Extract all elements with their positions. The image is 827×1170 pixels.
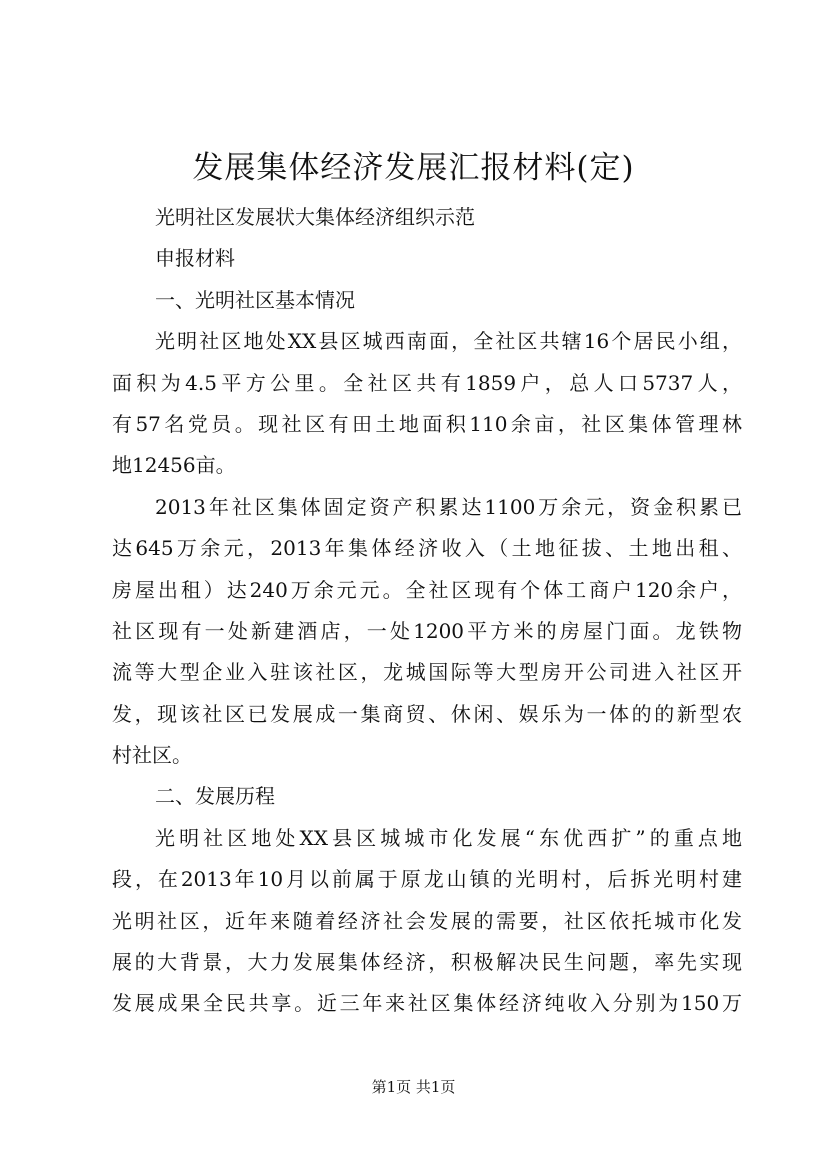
document-body — [112, 197, 742, 1025]
text-line: 一、光明社区基本情况 — [155, 287, 355, 312]
text-line: 光明社区发展状大集体经济组织示范 — [155, 205, 475, 229]
text-line: 光明社区，近年来随着经济社会发展的需要，社区依托城市化发 — [112, 908, 742, 933]
text-line: 发展成果全民共享。近三年来社区集体经济纯收入分别为150万 — [112, 991, 742, 1016]
text-line: 光明社区地处XX县区城城市化发展“东优西扩”的重点地 — [155, 825, 742, 850]
text-line: 社区现有一处新建酒店，一处1200平方米的房屋门面。龙铁物 — [112, 618, 742, 643]
text-line: 流等大型企业入驻该社区，龙城国际等大型房开公司进入社区开 — [112, 660, 742, 685]
page-footer: 第1页 共1页 — [371, 1078, 456, 1096]
text-line: 发，现该社区已发展成一集商贸、休闲、娱乐为一体的的新型农 — [112, 701, 742, 726]
text-line: 申报材料 — [155, 246, 235, 271]
text-line: 光明社区地处XX县区城西南面，全社区共辖16个居民小组， — [155, 329, 742, 354]
text-line: 二、发展历程 — [155, 784, 275, 809]
text-line: 展的大背景，大力发展集体经济，积极解决民生问题，率先实现 — [112, 950, 742, 975]
text-line: 地12456亩。 — [112, 453, 236, 478]
text-line: 2013年社区集体固定资产积累达1100万余元，资金积累已 — [155, 494, 742, 519]
text-line: 面积为4.5平方公里。全社区共有1859户，总人口5737人， — [112, 370, 742, 395]
text-line: 有57名党员。现社区有田土地面积110余亩，社区集体管理林 — [112, 411, 742, 436]
text-line: 村社区。 — [112, 743, 192, 768]
document-title: 发展集体经济发展汇报材料(定) — [192, 150, 635, 186]
text-line: 达645万余元，2013年集体经济收入（土地征拔、土地出租、 — [112, 536, 742, 561]
text-line: 房屋出租）达240万余元元。全社区现有个体工商户120余户， — [112, 577, 742, 602]
text-line: 段，在2013年10月以前属于原龙山镇的光明村，后拆光明村建 — [112, 867, 742, 892]
